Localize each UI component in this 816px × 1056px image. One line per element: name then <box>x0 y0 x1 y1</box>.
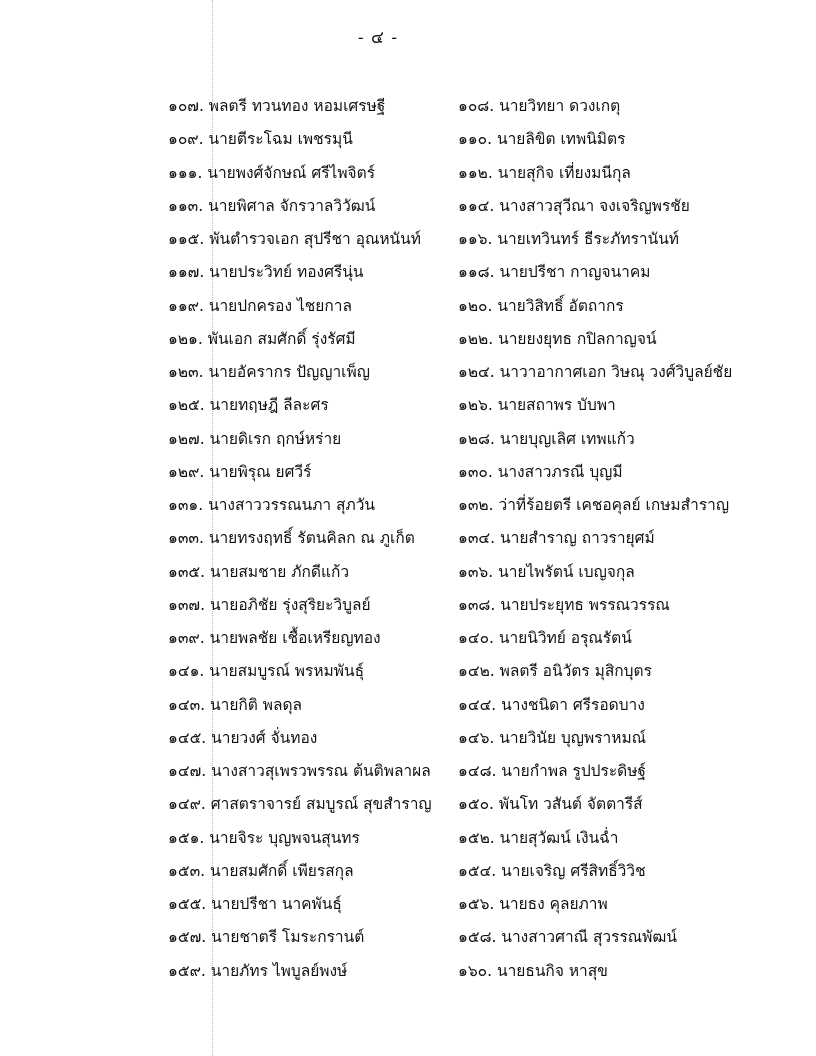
list-item: ๑๐๗. พลตรี ทวนทอง หอมเศรษฐี <box>168 97 386 115</box>
list-item: ๑๓๔. นายสำราญ ถาวรายุศม์ <box>458 529 655 548</box>
list-item: ๑๔๖. นายวินัย บุญพราหมณ์ <box>458 728 647 747</box>
list-item: ๑๐๙. นายตีระโฉม เพชรมุนี <box>168 130 353 149</box>
list-item: ๑๕๗. นายชาตรี โมระกรานต์ <box>168 928 365 947</box>
list-item: ๑๕๒. นายสุวัฒน์ เงินฉ่ำ <box>458 828 619 847</box>
list-item: ๑๔๓. นายกิติ พลดุล <box>168 695 303 714</box>
list-item: ๑๒๓. นายอัครากร ปัญญาเพ็ญ <box>168 363 370 381</box>
list-item: ๑๔๗. นางสาวสุเพรวพรรณ ต้นติพลาผล <box>168 762 431 780</box>
list-item: ๑๕๘. นางสาวศาณี สุวรรณพัฒน์ <box>458 928 677 947</box>
list-item: ๑๒๒. นายยงยุทธ กปิลกาญจน์ <box>458 329 657 348</box>
list-item: ๑๒๕. นายทฤษฎี ลีละศร <box>168 396 329 415</box>
list-item: ๑๑๒. นายสุกิจ เที่ยงมนีกุล <box>458 163 631 182</box>
list-item: ๑๔๑. นายสมบูรณ์ พรหมพันธุ์ <box>168 662 365 681</box>
list-item: ๑๒๑. พันเอก สมศักดิ์ รุ่งรัศมี <box>168 329 356 348</box>
list-item: ๑๑๗. นายประวิทย์ ทองศรีนุ่น <box>168 263 364 282</box>
list-item: ๑๕๖. นายธง คุลยภาพ <box>458 895 608 913</box>
list-item: ๑๕๓. นายสมศักดิ์ เพียรสกุล <box>168 861 354 880</box>
list-item: ๑๕๔. นายเจริญ ศรีสิทธิ์วิวิช <box>458 861 646 880</box>
list-item: ๑๔๐. นายนิวิทย์ อรุณรัตน์ <box>458 629 632 647</box>
list-item: ๑๔๘. นายกำพล รูปประดิษฐ์ <box>458 762 646 780</box>
list-item: ๑๓๘. นายประยุทธ พรรณวรรณ <box>458 595 670 614</box>
list-item: ๑๑๖. นายเทวินทร์ ธีระภัทรานันท์ <box>458 230 680 248</box>
list-item: ๑๕๑. นายจิระ บุญพจนสุนทร <box>168 828 360 847</box>
list-item: ๑๕๐. พันโท วสันต์ จัตตารีส์ <box>458 795 643 814</box>
list-item: ๑๒๙. นายพิรุณ ยศวีร์ <box>168 462 312 481</box>
list-item: ๑๓๖. นายไพรัตน์ เบญจกุล <box>458 562 635 581</box>
list-item: ๑๒๔. นาวาอากาศเอก วิษณุ วงศ์วิบูลย์ชัย <box>458 363 733 381</box>
list-item: ๑๔๕. นายวงศ์ จั่นทอง <box>168 728 318 747</box>
name-list <box>168 90 768 988</box>
list-item: ๑๑๓. นายพิศาล จักรวาลวิวัฒน์ <box>168 196 376 215</box>
list-item: ๑๔๒. พลตรี อนิวัตร มุสิกบุตร <box>458 662 652 681</box>
list-item: ๑๓๙. นายพลชัย เชื้อเหรียญทอง <box>168 629 381 647</box>
list-item: ๑๓๕. นายสมชาย ภักดีแก้ว <box>168 562 350 581</box>
list-item: ๑๒๐. นายวิสิทธิ์ อัตถากร <box>458 296 624 315</box>
list-item: ๑๑๕. พันตำรวจเอก สุปรีชา อุณหนันท์ <box>168 230 421 248</box>
list-item: ๑๑๔. นางสาวสุวีณา จงเจริญพรชัย <box>458 196 690 215</box>
list-item: ๑๑๑. นายพงศ์จักษณ์ ศรีไพจิตร์ <box>168 163 376 182</box>
list-item: ๑๓๒. ว่าที่ร้อยตรี เคชอคุลย์ เกษมสำราญ <box>458 496 730 514</box>
page-number: - ๔ - <box>357 28 399 48</box>
list-item: ๑๓๗. นายอภิชัย รุ่งสุริยะวิบูลย์ <box>168 595 371 614</box>
list-item: ๑๐๘. นายวิทยา ดวงเกตุ <box>458 97 621 115</box>
list-item: ๑๓๐. นางสาวภรณี บุญมี <box>458 462 623 481</box>
list-item: ๑๕๕. นายปรีชา นาคพันธุ์ <box>168 895 342 913</box>
list-item: ๑๓๓. นายทรงฤทธิ์ รัตนคิลก ณ ภูเก็ต <box>168 529 415 548</box>
list-item: ๑๑๐. นายลิขิต เทพนิมิตร <box>458 130 626 149</box>
list-item: ๑๑๘. นายปรีชา กาญจนาคม <box>458 263 651 282</box>
list-item: ๑๒๗. นายดิเรก ฤกษ์หร่าย <box>168 429 342 448</box>
list-item: ๑๒๖. นายสถาพร บับพา <box>458 396 616 415</box>
list-item: ๑๖๐. นายธนกิจ หาสุข <box>458 961 608 980</box>
list-item: ๑๒๘. นายบุญเลิศ เทพแก้ว <box>458 429 635 448</box>
list-item: ๑๔๔. นางชนิดา ศรีรอดบาง <box>458 695 645 714</box>
list-item: ๑๓๑. นางสาววรรณนภา สุภวัน <box>168 496 376 514</box>
list-item: ๑๕๙. นายภัทร ไพบูลย์พงษ์ <box>168 961 348 980</box>
list-item: ๑๑๙. นายปกครอง ไชยกาล <box>168 296 352 315</box>
list-item: ๑๔๙. ศาสตราจารย์ สมบูรณ์ สุขสำราญ <box>168 795 432 814</box>
